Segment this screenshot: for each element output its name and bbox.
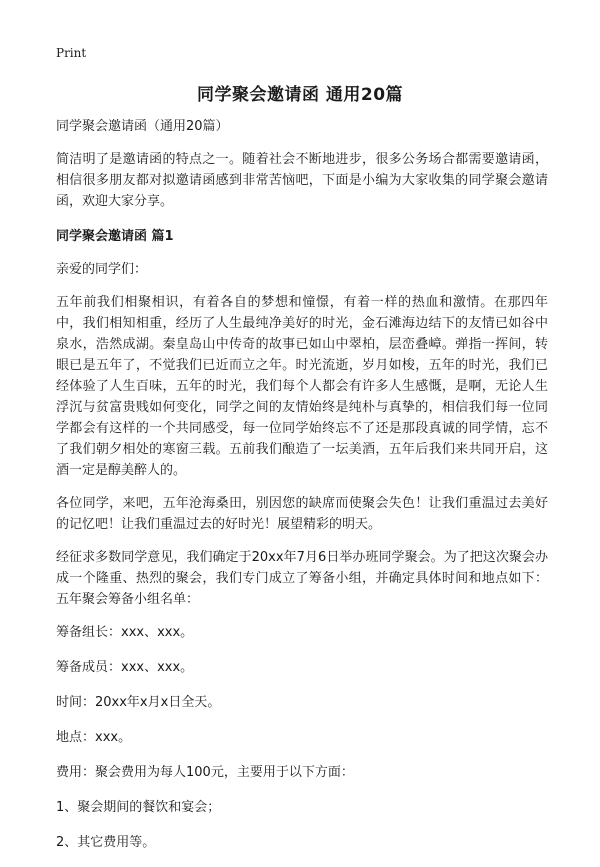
list-item: 1、聚会期间的餐饮和宴会； bbox=[56, 800, 221, 815]
subtitle-line: 同学聚会邀请函（通用20篇） bbox=[56, 119, 229, 134]
body-paragraph: 各位同学，来吧，五年沧海桑田，别因您的缺席而使聚会失色！让我们重温过去美好的记忆吧！让我们重温过去的好时光！展望精彩的明天。 bbox=[56, 496, 548, 532]
body-paragraph: 经征求多数同学意见，我们确定于20xx年7月6日举办班同学聚会。为了把这次聚会办成一个隆重、热烈的聚会，我们专门成立了筹备小组，并确定具体时间和地点如下： 五年聚会筹备小组名单： bbox=[56, 550, 548, 607]
section-heading: 同学聚会邀请函 篇1 bbox=[56, 229, 174, 244]
greeting-paragraph: 亲爱的同学们： bbox=[56, 262, 148, 277]
document-body bbox=[56, 116, 548, 867]
list-item: 费用：聚会费用为每人100元，主要用于以下方面： bbox=[56, 765, 354, 780]
list-item: 筹备组长：xxx、xxx。 bbox=[56, 625, 194, 640]
list-item: 2、其它费用等。 bbox=[56, 835, 156, 850]
document-title: 同学聚会邀请函 通用20篇 bbox=[196, 85, 404, 105]
list-item: 筹备成员：xxx、xxx。 bbox=[56, 660, 194, 675]
list-item: 地点：xxx。 bbox=[56, 730, 132, 745]
list-item: 时间：20xx年x月x日全天。 bbox=[56, 695, 221, 710]
body-paragraph: 五年前我们相聚相识，有着各自的梦想和憧憬，有着一样的热血和激情。在那四年中，我们相知相重，经历了人生最纯净美好的时光，金石滩海边结下的友情已如谷中泉水，浩然成湖。秦皇岛山中传奇的故事已如山中翠柏，层峦叠嶂。弹指一挥间，转眼已是五年了，不觉我们已近而立之年。时光流逝，岁月如梭，五年的时光，我们已经体验了人生百味，五年的时光，我们每个人都会有许多人生感慨，是啊，无论人生浮沉与贫富贵贱如何变化，同学之间的友情始终是纯朴与真挚的，相信我们每一位同学都会有这样的一个共同感受，每一位同学始终忘不了还是那段真诚的同学情，忘不了我们朝夕相处的寒窗三载。五前我们酿造了一坛美酒，五年后我们来共同开启，这酒一定是醇美醉人的。 bbox=[56, 295, 548, 478]
intro-paragraph: 简洁明了是邀请函的特点之一。随着社会不断地进步，很多公务场合都需要邀请函，相信很多朋友都对拟邀请函感到非常苦恼吧，下面是小编为大家收集的同学聚会邀请函，欢迎大家分享。 bbox=[56, 152, 548, 209]
print-link[interactable]: Print bbox=[56, 46, 87, 60]
